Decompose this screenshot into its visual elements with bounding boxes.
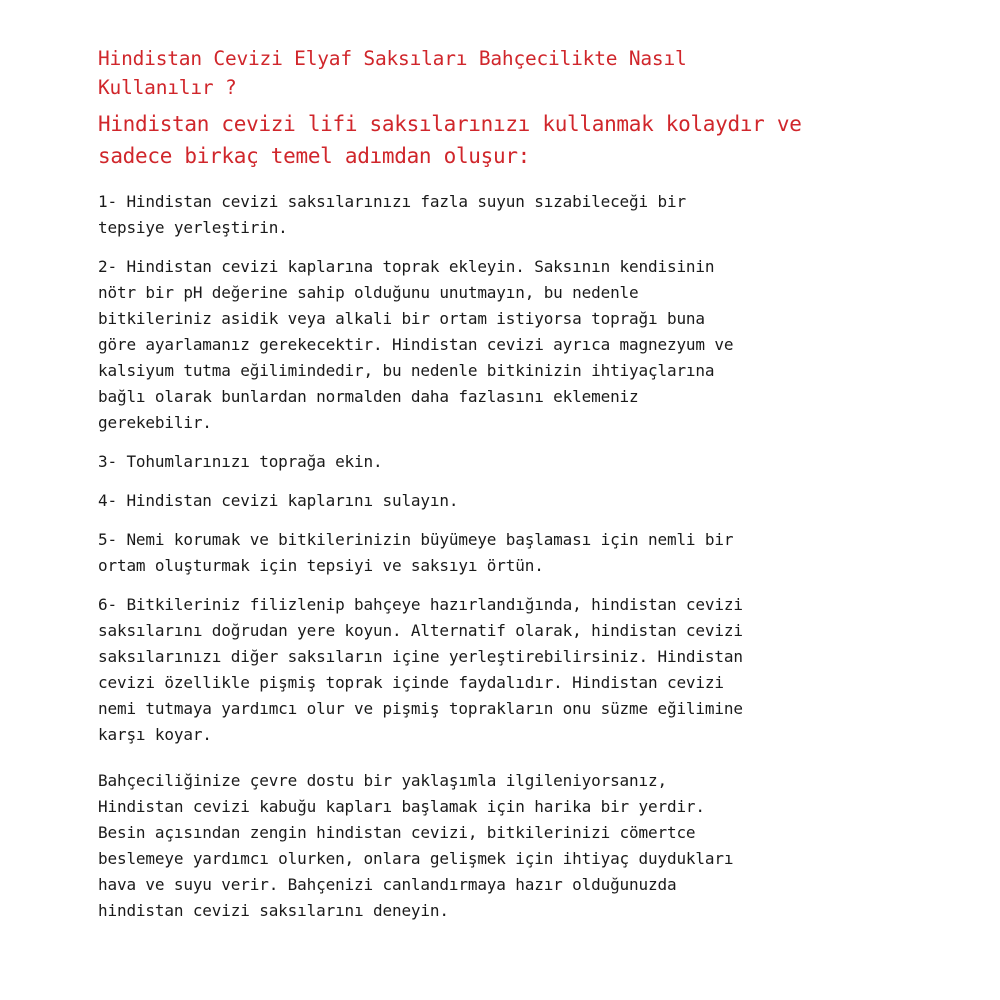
step-6-paragraph: 6- Bitkileriniz filizlenip bahçeye hazırlandığında, hindistan cevizi saksılarını doğrudan yere koyun. Alternatif olarak, hindistan cevizi saksılarınızı diğer saksıların içine yerleştirebilirsiniz. Hindistan cevizi özellikle pişmiş toprak içinde faydalıdır. Hindistan cevizi nemi tutmaya yardımcı olur ve pişmiş toprakların onu süzme eğilimine karşı koyar. [98, 595, 743, 744]
step-4-paragraph: 4- Hindistan cevizi kaplarını sulayın. [98, 491, 459, 510]
step-5-paragraph: 5- Nemi korumak ve bitkilerinizin büyümeye başlaması için nemli bir ortam oluşturmak için tepsiyi ve saksıyı örtün. [98, 530, 734, 575]
page-title: Hindistan Cevizi Elyaf Saksıları Bahçecilikte Nasıl Kullanılır ? [98, 47, 687, 99]
document-page [98, 44, 878, 937]
step-3-paragraph: 3- Tohumlarınızı toprağa ekin. [98, 452, 383, 471]
step-1-paragraph: 1- Hindistan cevizi saksılarınızı fazla suyun sızabileceği bir tepsiye yerleştirin. [98, 192, 686, 237]
page-subtitle: Hindistan cevizi lifi saksılarınızı kullanmak kolaydır ve sadece birkaç temel adımdan oluşur: [98, 112, 802, 168]
closing-paragraph: Bahçeciliğinize çevre dostu bir yaklaşımla ilgileniyorsanız, Hindistan cevizi kabuğu kapları başlamak için harika bir yerdir. Besin açısından zengin hindistan cevizi, bitkilerinizi cömertce beslemeye yardımcı olurken, onlara gelişmek için ihtiyaç duydukları hava ve suyu verir. Bahçenizi canlandırmaya hazır olduğunuzda hindistan cevizi saksılarını deneyin. [98, 771, 734, 920]
step-2-paragraph: 2- Hindistan cevizi kaplarına toprak ekleyin. Saksının kendisinin nötr bir pH değerine sahip olduğunu unutmayın, bu nedenle bitkileriniz asidik veya alkali bir ortam istiyorsa toprağı buna göre ayarlamanız gerekecektir. Hindistan cevizi ayrıca magnezyum ve kalsiyum tutma eğilimindedir, bu nedenle bitkinizin ihtiyaçlarına bağlı olarak bunlardan normalden daha fazlasını eklemeniz gerekebilir. [98, 257, 734, 432]
